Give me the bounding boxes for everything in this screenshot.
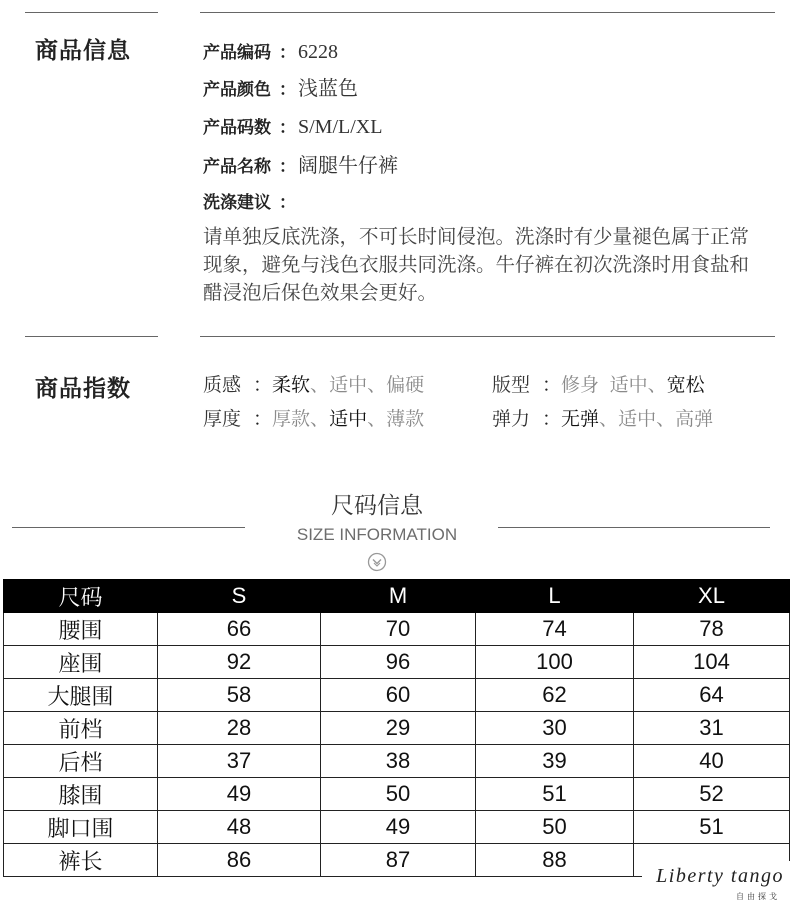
index-option: 无弹 <box>561 409 600 430</box>
index-separator: 、 <box>599 409 619 430</box>
size-m-cell: 87 <box>321 844 476 877</box>
size-row-back-rise <box>4 745 790 778</box>
field-colon: ： <box>279 43 296 62</box>
index-option: 宽松 <box>666 375 705 396</box>
size-row-seat <box>4 646 790 679</box>
size-l-cell: 51 <box>476 778 634 811</box>
size-m-cell: 96 <box>321 646 476 679</box>
index-separator: 、 <box>310 409 330 430</box>
index-row-texture <box>203 373 424 399</box>
measure-label-cell: 裤长 <box>4 844 158 877</box>
field-product-code <box>203 39 338 65</box>
size-l-cell: 62 <box>476 679 634 712</box>
size-l-cell: 74 <box>476 613 634 646</box>
chevron-circle-down-icon <box>367 552 387 572</box>
index-label: 质感 <box>203 375 242 396</box>
index-option: 适中 <box>609 375 648 396</box>
wash-advice-line: 醋浸泡后保色效果会更好。 <box>203 282 438 304</box>
size-xl-cell: 31 <box>634 712 790 745</box>
measure-label-cell: 腰围 <box>4 613 158 646</box>
size-l-cell: 100 <box>476 646 634 679</box>
size-xl-cell: 78 <box>634 613 790 646</box>
field-value: 6228 <box>298 41 338 63</box>
divider-top-right <box>200 12 775 13</box>
index-separator: 、 <box>367 409 387 430</box>
field-product-color <box>203 76 358 102</box>
index-colon: ： <box>542 409 562 430</box>
field-value: 阔腿牛仔裤 <box>298 155 398 177</box>
size-table-header <box>4 580 790 613</box>
index-label: 弹力 <box>492 409 531 430</box>
measure-label-cell: 后档 <box>4 745 158 778</box>
product-index-heading: 商品指数 <box>35 375 131 401</box>
size-l-cell: 50 <box>476 811 634 844</box>
measure-label-cell: 座围 <box>4 646 158 679</box>
header-size-s: S <box>158 580 321 613</box>
size-s-cell: 37 <box>158 745 321 778</box>
index-colon: ： <box>253 409 273 430</box>
size-xl-cell: 40 <box>634 745 790 778</box>
size-s-cell: 86 <box>158 844 321 877</box>
field-label: 产品码数 <box>203 118 271 137</box>
size-xl-cell: 52 <box>634 778 790 811</box>
index-separator <box>599 375 610 396</box>
wash-advice-line: 请单独反底洗涤，不可长时间侵泡。洗涤时有少量褪色属于正常 <box>203 226 750 248</box>
index-option: 修身 <box>561 375 600 396</box>
size-row-waist <box>4 613 790 646</box>
index-option: 柔软 <box>272 375 311 396</box>
field-colon: ： <box>279 118 296 137</box>
field-label: 产品名称 <box>203 157 271 176</box>
index-option: 适中 <box>618 409 657 430</box>
measure-label-cell: 脚口围 <box>4 811 158 844</box>
index-option: 适中 <box>329 409 368 430</box>
index-separator: 、 <box>656 409 676 430</box>
size-l-cell: 88 <box>476 844 634 877</box>
field-label: 产品颜色 <box>203 80 271 99</box>
index-row-fit <box>492 373 705 399</box>
index-option: 厚款 <box>272 409 311 430</box>
size-s-cell: 66 <box>158 613 321 646</box>
field-colon: ： <box>279 193 296 212</box>
size-xl-cell: 51 <box>634 811 790 844</box>
index-separator: 、 <box>367 375 387 396</box>
size-info-subtitle: SIZE INFORMATION <box>296 525 458 544</box>
size-m-cell: 38 <box>321 745 476 778</box>
size-s-cell: 92 <box>158 646 321 679</box>
size-m-cell: 70 <box>321 613 476 646</box>
size-row-knee <box>4 778 790 811</box>
header-measure: 尺码 <box>4 580 158 613</box>
size-s-cell: 49 <box>158 778 321 811</box>
size-m-cell: 29 <box>321 712 476 745</box>
field-label: 产品编码 <box>203 43 271 62</box>
size-m-cell: 60 <box>321 679 476 712</box>
measure-label-cell: 前档 <box>4 712 158 745</box>
index-label: 厚度 <box>203 409 242 430</box>
header-size-xl: XL <box>634 580 790 613</box>
brand-logo-subtext: 自由探戈 <box>736 892 780 901</box>
product-info-heading: 商品信息 <box>35 37 131 63</box>
size-info-title: 尺码信息 <box>331 492 423 518</box>
index-option: 偏硬 <box>386 375 425 396</box>
divider-mid-left <box>25 336 158 337</box>
divider-mid-right <box>200 336 775 337</box>
size-divider-right <box>498 527 770 528</box>
size-m-cell: 49 <box>321 811 476 844</box>
index-option: 适中 <box>329 375 368 396</box>
size-s-cell: 48 <box>158 811 321 844</box>
field-product-name <box>203 153 398 179</box>
index-option: 高弹 <box>675 409 714 430</box>
field-label: 洗涤建议 <box>203 193 271 212</box>
measure-label-cell: 大腿围 <box>4 679 158 712</box>
size-row-leg-opening <box>4 811 790 844</box>
field-wash-advice <box>203 190 296 216</box>
size-l-cell: 30 <box>476 712 634 745</box>
wash-advice-line: 现象，避免与浅色衣服共同洗涤。牛仔裤在初次洗涤时用食盐和 <box>203 254 750 276</box>
index-separator: 、 <box>310 375 330 396</box>
size-s-cell: 28 <box>158 712 321 745</box>
size-row-thigh <box>4 679 790 712</box>
field-value: 浅蓝色 <box>298 78 358 100</box>
field-value: S/M/L/XL <box>298 116 383 138</box>
field-colon: ： <box>279 80 296 99</box>
size-xl-cell: 64 <box>634 679 790 712</box>
index-colon: ： <box>253 375 273 396</box>
header-size-m: M <box>321 580 476 613</box>
brand-watermark <box>642 861 790 909</box>
measure-label-cell: 膝围 <box>4 778 158 811</box>
wash-advice-text <box>203 223 749 307</box>
index-colon: ： <box>542 375 562 396</box>
index-label: 版型 <box>492 375 531 396</box>
size-row-front-rise <box>4 712 790 745</box>
size-s-cell: 58 <box>158 679 321 712</box>
size-xl-cell: 104 <box>634 646 790 679</box>
index-row-thickness <box>203 407 424 433</box>
size-l-cell: 39 <box>476 745 634 778</box>
header-size-l: L <box>476 580 634 613</box>
field-product-sizes <box>203 114 382 140</box>
size-m-cell: 50 <box>321 778 476 811</box>
index-option: 薄款 <box>386 409 425 430</box>
brand-logo-text: Liberty tango <box>656 865 784 887</box>
index-row-elasticity <box>492 407 713 433</box>
size-table <box>3 579 790 877</box>
field-colon: ： <box>279 157 296 176</box>
divider-top-left <box>25 12 158 13</box>
size-divider-left <box>12 527 245 528</box>
index-separator: 、 <box>647 375 667 396</box>
